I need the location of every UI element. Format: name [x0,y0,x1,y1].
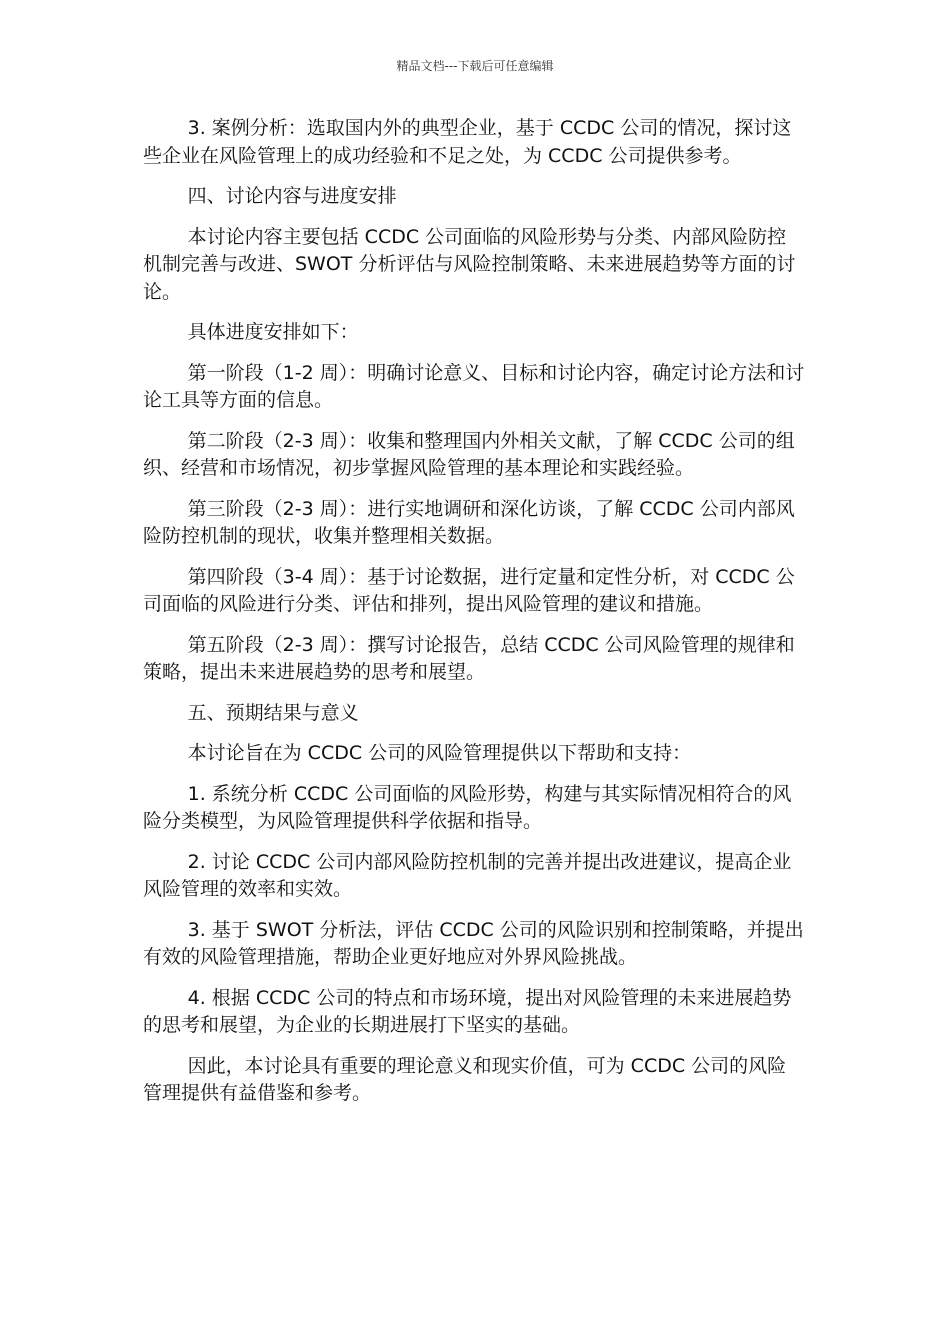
document-body [143,115,805,1121]
paragraph-stage-5: 第五阶段（2-3 周）：撰写讨论报告，总结 CCDC 公司风险管理的规律和策略，提出未来进展趋势的思考和展望。 [143,633,795,683]
paragraph-result-4: 4. 根据 CCDC 公司的特点和市场环境，提出对风险管理的未来进展趋势的思考和展望，为企业的长期进展打下坚实的基础。 [143,986,792,1036]
paragraph-schedule-intro: 具体进度安排如下： [187,321,359,343]
paragraph-content-summary: 本讨论内容主要包括 CCDC 公司面临的风险形势与分类、内部风险防控机制完善与改进、SWOT 分析评估与风险控制策略、未来进展趋势等方面的讨论。 [143,225,796,303]
paragraph-result-1: 1. 系统分析 CCDC 公司面临的风险形势，构建与其实际情况相符合的风险分类模型，为风险管理提供科学依据和指导。 [143,782,792,832]
paragraph-case-analysis: 3. 案例分析：选取国内外的典型企业，基于 CCDC 公司的情况，探讨这些企业在风险管理上的成功经验和不足之处，为 CCDC 公司提供参考。 [143,117,792,167]
paragraph-results-intro: 本讨论旨在为 CCDC 公司的风险管理提供以下帮助和支持： [187,742,692,764]
paragraph-stage-1: 第一阶段（1-2 周）：明确讨论意义、目标和讨论内容，确定讨论方法和讨论工具等方面的信息。 [143,361,805,411]
section-heading-results: 五、预期结果与意义 [187,701,359,724]
paragraph-result-3: 3. 基于 SWOT 分析法，评估 CCDC 公司的风险识别和控制策略，并提出有效的风险管理措施，帮助企业更好地应对外界风险挑战。 [143,918,804,968]
paragraph-result-2: 2. 讨论 CCDC 公司内部风险防控机制的完善并提出改进建议，提高企业风险管理的效率和实效。 [143,850,792,900]
section-heading-schedule: 四、讨论内容与进度安排 [187,185,397,207]
paragraph-stage-4: 第四阶段（3-4 周）：基于讨论数据，进行定量和定性分析，对 CCDC 公司面临的风险进行分类、评估和排列，提出风险管理的建议和措施。 [143,565,795,615]
page-header: 精品文档---下载后可任意编辑 [396,59,554,73]
paragraph-stage-3: 第三阶段（2-3 周）：进行实地调研和深化访谈，了解 CCDC 公司内部风险防控机制的现状，收集并整理相关数据。 [143,497,795,547]
paragraph-stage-2: 第二阶段（2-3 周）：收集和整理国内外相关文献，了解 CCDC 公司的组织、经营和市场情况，初步掌握风险管理的基本理论和实践经验。 [143,429,795,479]
paragraph-conclusion: 因此，本讨论具有重要的理论意义和现实价值，可为 CCDC 公司的风险管理提供有益借鉴和参考。 [143,1054,787,1104]
